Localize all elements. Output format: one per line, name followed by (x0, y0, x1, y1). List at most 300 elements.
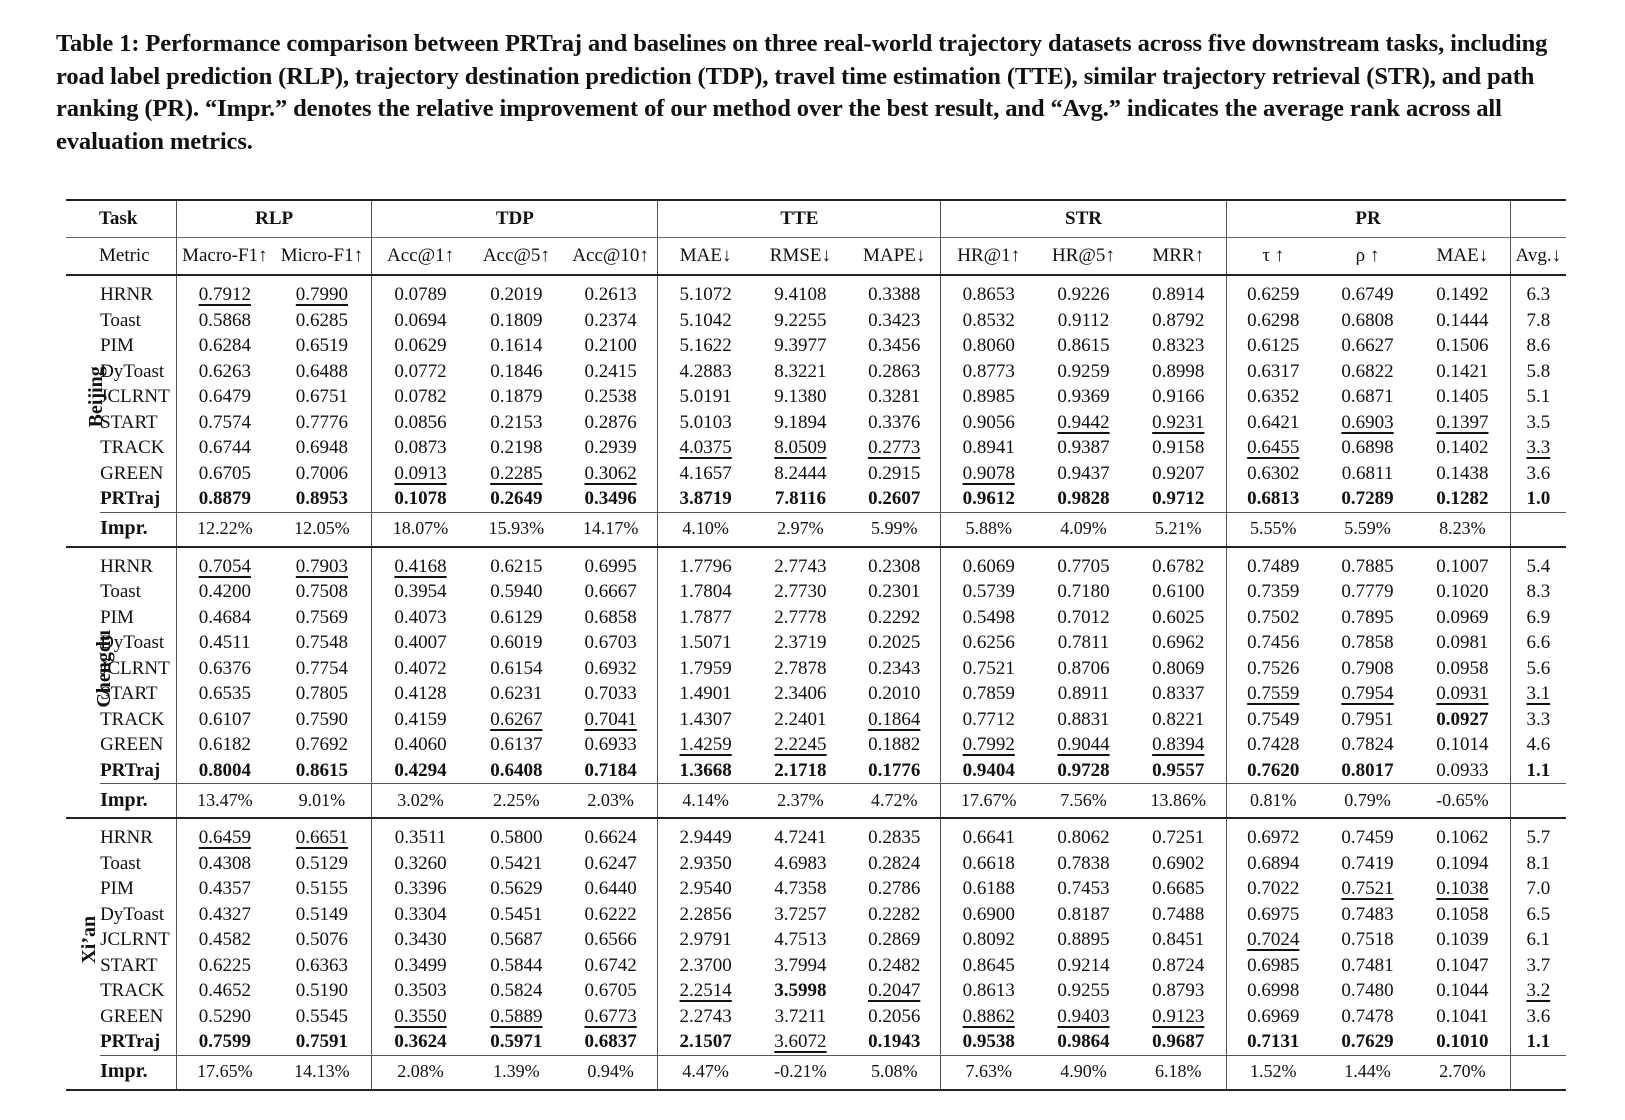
metric-header: MAE↓ (658, 238, 753, 276)
metric-value: 0.6317 (1247, 360, 1300, 382)
metric-value: 0.6069 (962, 555, 1015, 577)
metric-value: 3.5 (1526, 411, 1551, 433)
table-row (66, 333, 1566, 359)
metric-cell (848, 461, 941, 487)
metric-value: 0.6352 (1247, 386, 1300, 407)
metric-value: 0.9078 (962, 462, 1015, 484)
metric-value: 0.9056 (962, 411, 1015, 433)
metric-cell (564, 978, 658, 1004)
metric-cell (941, 605, 1036, 631)
metric-cell (1131, 656, 1226, 682)
metric-cell (1036, 656, 1131, 682)
metric-value: 0.7024 (1247, 929, 1300, 950)
metric-value: 0.8092 (962, 929, 1015, 950)
metric-cell (177, 953, 273, 979)
metric-cell (753, 1004, 848, 1030)
model-name: PIM (100, 878, 134, 899)
improvement-value: 2.25% (469, 784, 564, 819)
metric-cell (564, 547, 658, 580)
improvement-value: 2.97% (753, 512, 848, 547)
metric-cell (1415, 851, 1510, 877)
metric-value: 0.7549 (1247, 708, 1300, 730)
metric-value: 5.8 (1526, 360, 1551, 382)
model-name: PRTraj (100, 488, 161, 509)
metric-value: 4.7513 (774, 929, 827, 950)
metric-cell (1226, 384, 1320, 410)
metric-value: 0.7754 (295, 657, 349, 679)
metric-value: 6.3 (1526, 284, 1551, 305)
metric-value: 0.6773 (584, 1005, 637, 1027)
metric-value: 0.5868 (198, 309, 251, 331)
metric-value: 0.7180 (1057, 581, 1110, 602)
improvement-value: 5.55% (1226, 512, 1320, 547)
metric-value: 0.4511 (199, 632, 251, 653)
metric-value: 0.6624 (584, 827, 637, 848)
metric-cell (1036, 818, 1131, 851)
model-name: PIM (100, 335, 134, 356)
metric-value: 0.6302 (1247, 462, 1300, 484)
metric-cell (177, 758, 273, 784)
metric-cell (273, 681, 372, 707)
metric-value: 0.3430 (394, 929, 447, 950)
metric-value: 0.1506 (1436, 335, 1489, 356)
metric-cell (273, 333, 372, 359)
metric-value: 0.0969 (1436, 606, 1489, 628)
metric-value: 3.7994 (774, 954, 827, 976)
improvement-value: -0.65% (1415, 784, 1510, 819)
metric-value: 0.6975 (1247, 903, 1300, 925)
metric-value: 0.2285 (490, 462, 543, 484)
metric-cell (658, 1004, 753, 1030)
metric-value: 4.2883 (679, 360, 732, 382)
metric-value: 0.1039 (1436, 929, 1489, 950)
metric-cell (1226, 656, 1320, 682)
metric-cell (1226, 902, 1320, 928)
metric-cell (1510, 876, 1566, 902)
metric-value: 4.0375 (679, 437, 732, 458)
metric-cell (273, 359, 372, 385)
improvement-value: 0.81% (1226, 784, 1320, 819)
metric-value: 0.6408 (490, 759, 543, 781)
metric-value: 0.9044 (1057, 734, 1110, 755)
metric-value: 0.2835 (868, 827, 921, 848)
metric-cell (177, 1004, 273, 1030)
metric-value: 0.5076 (295, 929, 349, 950)
metric-cell (1131, 732, 1226, 758)
metric-value: 0.0981 (1436, 632, 1489, 653)
model-name: JCLRNT (100, 386, 170, 407)
metric-cell (1510, 681, 1566, 707)
metric-value: 0.2863 (868, 360, 921, 382)
metric-cell (848, 758, 941, 784)
metric-cell (848, 275, 941, 308)
metric-value: 2.3719 (774, 632, 827, 653)
metric-cell (177, 732, 273, 758)
metric-cell (1320, 308, 1415, 334)
improvement-value: 4.14% (658, 784, 753, 819)
table-row (66, 1029, 1566, 1055)
improvement-value (1510, 784, 1566, 819)
metric-cell (1415, 902, 1510, 928)
metric-value: 0.8017 (1341, 759, 1394, 781)
metric-value: 0.9538 (962, 1031, 1015, 1052)
metric-cell (1226, 978, 1320, 1004)
metric-value: 0.6129 (490, 606, 543, 628)
metric-value: 0.6298 (1247, 309, 1300, 331)
metric-value: 0.8337 (1152, 683, 1205, 704)
metric-header: HR@5↑ (1036, 238, 1131, 276)
metric-cell (1131, 579, 1226, 605)
table-row (66, 732, 1566, 758)
metric-value: 2.9350 (679, 852, 732, 874)
metric-value: 0.3624 (394, 1031, 447, 1052)
metric-cell (753, 435, 848, 461)
metric-cell (1415, 707, 1510, 733)
metric-value: 0.3396 (394, 878, 447, 899)
table-row (66, 758, 1566, 784)
metric-cell (658, 486, 753, 512)
metric-value: 0.8532 (962, 309, 1015, 331)
task-label: Task (99, 208, 138, 230)
metric-cell (564, 579, 658, 605)
metric-cell (177, 656, 273, 682)
improvement-value: 18.07% (372, 512, 469, 547)
metric-value: 0.7518 (1341, 929, 1394, 950)
metric-cell (1415, 1004, 1510, 1030)
metric-value: 0.9231 (1152, 411, 1205, 433)
metric-value: 0.8221 (1152, 708, 1205, 730)
metric-cell (564, 681, 658, 707)
metric-value: 0.3423 (868, 309, 921, 331)
improvement-value: 7.63% (941, 1055, 1036, 1090)
metric-cell (1226, 359, 1320, 385)
metric-cell (1320, 435, 1415, 461)
metric-cell (273, 953, 372, 979)
metric-value: 0.3456 (868, 335, 921, 356)
metric-cell (273, 384, 372, 410)
metric-cell (658, 681, 753, 707)
metric-value: 2.2401 (774, 708, 827, 730)
metric-value: 0.1943 (868, 1031, 921, 1052)
metric-value: 1.0 (1526, 488, 1551, 509)
metric-value: 0.9557 (1152, 759, 1205, 781)
metric-cell (941, 308, 1036, 334)
metric-cell (941, 630, 1036, 656)
metric-cell (372, 384, 469, 410)
metric-cell (1510, 818, 1566, 851)
metric-value: 0.1421 (1436, 360, 1489, 382)
metric-cell (753, 486, 848, 512)
metric-value: 0.0782 (394, 386, 447, 407)
metric-cell (273, 732, 372, 758)
metric-cell (1415, 1029, 1510, 1055)
metric-cell (273, 1029, 372, 1055)
metric-cell (1510, 732, 1566, 758)
metric-value: 0.7824 (1341, 734, 1394, 755)
metric-value: 0.5149 (295, 903, 349, 925)
metric-value: 0.6025 (1152, 606, 1205, 628)
metric-cell (658, 605, 753, 631)
metric-cell (1510, 605, 1566, 631)
metric-cell (1226, 707, 1320, 733)
metric-value: 0.7453 (1057, 878, 1110, 899)
metric-value: 3.6072 (774, 1031, 827, 1052)
metric-value: 0.6651 (295, 827, 349, 848)
metric-value: 0.1007 (1436, 555, 1489, 577)
metric-cell (1415, 758, 1510, 784)
metric-value: 0.7692 (295, 734, 349, 755)
metric-cell (372, 359, 469, 385)
metric-value: 0.6459 (198, 827, 251, 848)
metric-value: 0.5800 (490, 827, 543, 848)
metric-value: 0.7951 (1341, 708, 1394, 730)
table-row (66, 681, 1566, 707)
metric-cell (941, 656, 1036, 682)
metric-value: 7.0 (1526, 878, 1551, 899)
metric-cell (753, 707, 848, 733)
metric-value: 0.2308 (868, 555, 921, 577)
metric-cell (177, 333, 273, 359)
metric-cell (564, 410, 658, 436)
metric-value: 0.6871 (1341, 386, 1394, 407)
metric-value: 0.6894 (1247, 852, 1300, 874)
metric-value: 0.6231 (490, 683, 543, 704)
metric-value: 0.7480 (1341, 980, 1394, 1001)
metric-cell (1226, 876, 1320, 902)
metric-value: 2.9449 (679, 827, 732, 848)
metric-cell (658, 732, 753, 758)
metric-value: 0.8773 (962, 360, 1015, 382)
model-name: Toast (100, 581, 141, 602)
metric-value: 2.7878 (774, 657, 827, 679)
metric-cell (372, 410, 469, 436)
metric-cell (1131, 707, 1226, 733)
metric-value: 0.7912 (198, 284, 251, 305)
metric-cell (1415, 333, 1510, 359)
metric-value: 2.2856 (679, 903, 732, 925)
metric-value: 0.8062 (1057, 827, 1110, 848)
metric-cell (1036, 876, 1131, 902)
metric-cell (848, 410, 941, 436)
metric-value: 9.1894 (774, 411, 827, 433)
metric-cell (848, 656, 941, 682)
metric-cell (372, 707, 469, 733)
metric-header: MAE↓ (1415, 238, 1510, 276)
metric-value: 0.6421 (1247, 411, 1300, 433)
metric-value: 0.9207 (1152, 462, 1205, 484)
model-name: DyToast (100, 632, 165, 653)
metric-value: 0.8394 (1152, 734, 1205, 755)
metric-value: 0.4168 (394, 555, 447, 577)
metric-value: 0.4294 (394, 759, 447, 781)
metric-value: 0.7478 (1341, 1005, 1394, 1027)
metric-value: 0.9828 (1057, 488, 1110, 509)
metric-value: 0.9442 (1057, 411, 1110, 433)
metric-cell (1320, 410, 1415, 436)
dataset-label (66, 818, 100, 1055)
metric-cell (1036, 384, 1131, 410)
metric-value: 2.3406 (774, 683, 827, 704)
metric-value: 2.1507 (679, 1031, 732, 1052)
metric-value: 0.6137 (490, 734, 543, 755)
improvement-value: 15.93% (469, 512, 564, 547)
metric-value: 0.2824 (868, 852, 921, 874)
metric-value: 0.9687 (1152, 1031, 1205, 1052)
metric-cell (1131, 758, 1226, 784)
metric-value: 0.4327 (198, 903, 251, 925)
metric-cell (1036, 630, 1131, 656)
improvement-value (1510, 512, 1566, 547)
metric-cell (1320, 902, 1415, 928)
metric-cell (658, 927, 753, 953)
metric-value: 0.8862 (962, 1005, 1015, 1027)
metric-value: 7.8 (1526, 309, 1551, 331)
metric-value: 0.5629 (490, 878, 543, 899)
metric-value: 0.8645 (962, 954, 1015, 976)
metric-cell (1510, 707, 1566, 733)
improvement-value: 12.05% (273, 512, 372, 547)
group-header-avg (1510, 200, 1566, 238)
metric-cell (469, 953, 564, 979)
metric-cell (1510, 410, 1566, 436)
metric-value: 8.6 (1526, 335, 1551, 356)
metric-value: 9.1380 (774, 386, 827, 407)
metric-value: 0.7184 (584, 759, 637, 781)
metric-value: 0.4007 (394, 632, 447, 653)
metric-cell (1036, 707, 1131, 733)
metric-value: 5.1072 (679, 284, 732, 305)
metric-value: 0.7481 (1341, 954, 1394, 976)
metric-cell (1510, 308, 1566, 334)
metric-header: Avg.↓ (1510, 238, 1566, 276)
metric-value: 0.5190 (295, 980, 349, 1001)
metric-cell (1510, 630, 1566, 656)
metric-cell (273, 851, 372, 877)
spacer-cell (66, 512, 100, 547)
metric-value: 0.7805 (295, 683, 349, 704)
metric-cell (469, 630, 564, 656)
metric-cell (1131, 1004, 1226, 1030)
metric-cell (848, 359, 941, 385)
metric-value: 0.2025 (868, 632, 921, 653)
metric-value: 0.6627 (1341, 335, 1394, 356)
metric-cell (177, 927, 273, 953)
metric-cell (1131, 818, 1226, 851)
metric-value: 0.1058 (1436, 903, 1489, 925)
metric-value: 5.1 (1526, 386, 1551, 407)
metric-cell (1415, 410, 1510, 436)
metric-value: 0.5129 (295, 852, 349, 874)
metric-value: 0.8451 (1152, 929, 1205, 950)
metric-cell (372, 605, 469, 631)
task-header-row (66, 200, 1566, 238)
metric-value: 0.6703 (584, 632, 637, 653)
metric-cell (469, 308, 564, 334)
metric-cell (1131, 308, 1226, 334)
metric-value: 0.8653 (962, 284, 1015, 305)
metric-value: 2.9791 (679, 929, 732, 950)
metric-value: 0.6188 (962, 878, 1015, 899)
metric-value: 0.3062 (584, 462, 637, 484)
metric-value: 0.7590 (295, 708, 349, 730)
metric-value: 0.6479 (198, 386, 251, 407)
metric-cell (469, 851, 564, 877)
table-row (66, 410, 1566, 436)
metric-cell (177, 978, 273, 1004)
metric-cell (658, 630, 753, 656)
metric-cell (372, 876, 469, 902)
metric-cell (177, 579, 273, 605)
metric-value: 0.0933 (1436, 759, 1489, 781)
metric-cell (469, 732, 564, 758)
metric-value: 0.7012 (1057, 606, 1110, 628)
metric-value: 0.7838 (1057, 852, 1110, 874)
metric-value: 0.7359 (1247, 581, 1300, 602)
metric-cell (1320, 953, 1415, 979)
metric-cell (1131, 630, 1226, 656)
metric-cell (1226, 308, 1320, 334)
metric-cell (1320, 876, 1415, 902)
metric-cell (1510, 486, 1566, 512)
metric-value: 0.6259 (1247, 284, 1300, 305)
metric-value: 0.7908 (1341, 657, 1394, 679)
metric-cell (1036, 275, 1131, 308)
model-name: Toast (100, 309, 141, 331)
metric-value: 0.3281 (868, 386, 921, 407)
metric-cell (1320, 547, 1415, 580)
metric-value: 0.4357 (198, 878, 251, 899)
improvement-label: Impr. (100, 1055, 176, 1090)
metric-value: 0.8724 (1152, 954, 1205, 976)
metric-cell (1510, 902, 1566, 928)
metric-value: 0.2292 (868, 606, 921, 628)
metric-cell (564, 1029, 658, 1055)
metric-cell (177, 851, 273, 877)
metric-cell (469, 333, 564, 359)
metric-value: 4.6 (1526, 734, 1551, 755)
metric-value: 0.1402 (1436, 437, 1489, 458)
metric-cell (1036, 461, 1131, 487)
improvement-value: 1.44% (1320, 1055, 1415, 1090)
metric-value: 0.7954 (1341, 683, 1394, 704)
metric-cell (1320, 461, 1415, 487)
metric-cell (1226, 410, 1320, 436)
table-row (66, 461, 1566, 487)
metric-cell (1226, 461, 1320, 487)
metric-value: 0.2374 (584, 309, 637, 331)
improvement-value: 6.18% (1131, 1055, 1226, 1090)
metric-value: 0.7289 (1341, 488, 1394, 509)
metric-cell (1510, 384, 1566, 410)
metric-value: 0.7559 (1247, 683, 1300, 704)
metric-value: 0.2786 (868, 878, 921, 899)
metric-cell (941, 435, 1036, 461)
metric-value: 0.1047 (1436, 954, 1489, 976)
metric-cell (273, 630, 372, 656)
metric-value: 0.9403 (1057, 1005, 1110, 1027)
metric-cell (941, 1004, 1036, 1030)
metric-value: 0.1078 (394, 488, 447, 509)
metric-cell (564, 758, 658, 784)
metric-cell (1131, 927, 1226, 953)
metric-value: 0.2607 (868, 488, 921, 509)
model-name: DyToast (100, 903, 165, 925)
metric-value: 0.1809 (490, 309, 543, 331)
metric-value: 0.6900 (962, 903, 1015, 925)
metric-value: 1.7796 (679, 555, 732, 577)
metric-cell (564, 333, 658, 359)
model-name: GREEN (100, 462, 164, 484)
